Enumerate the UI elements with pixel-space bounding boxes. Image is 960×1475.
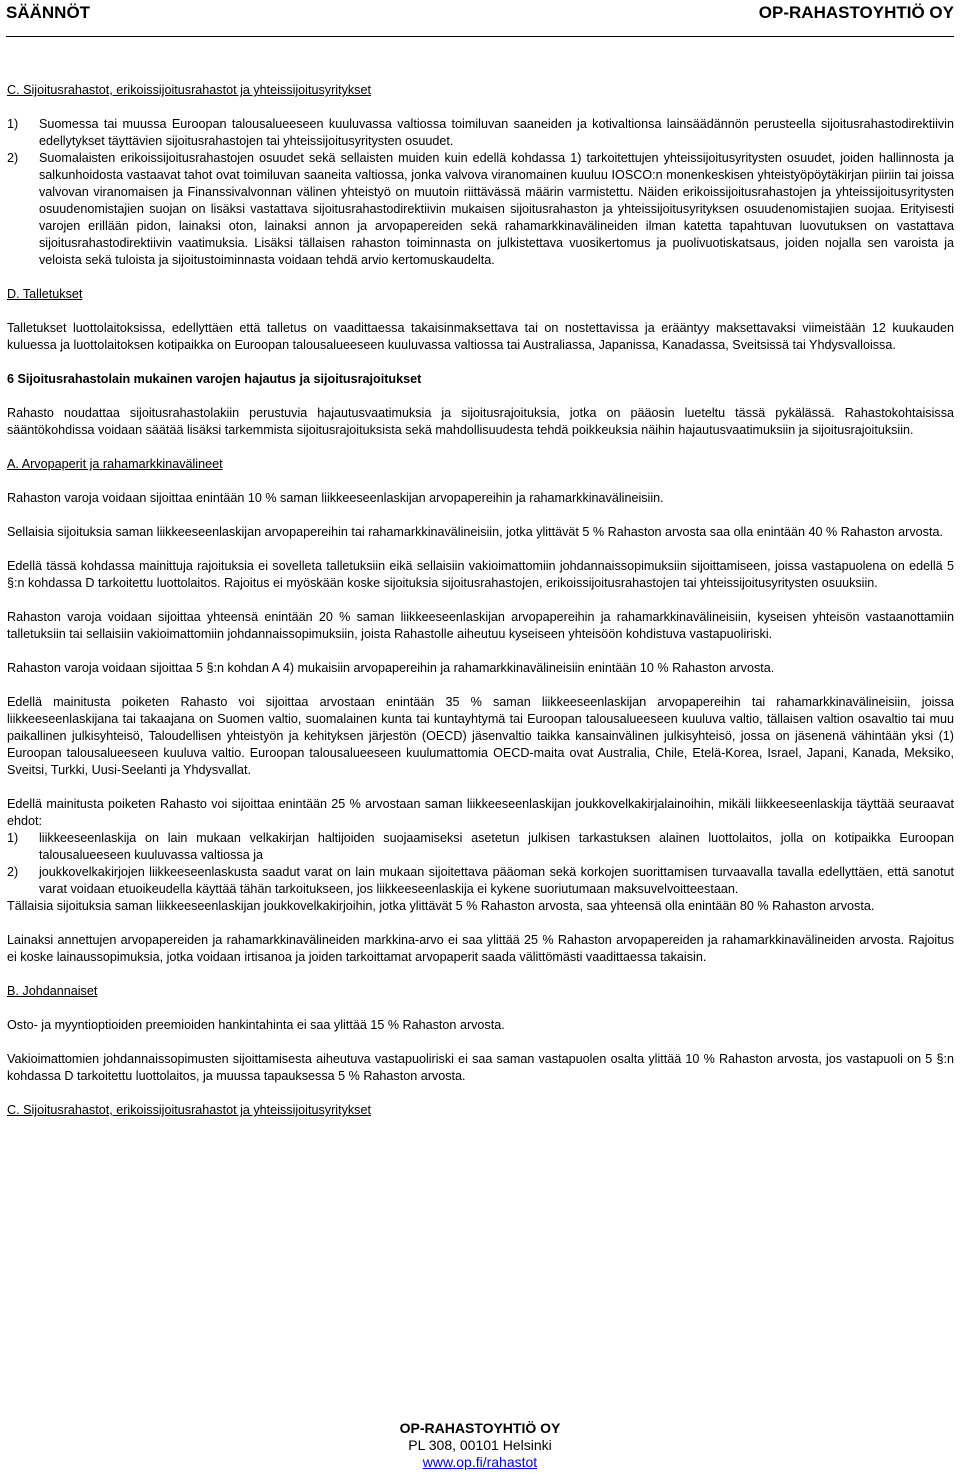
section-a-paragraph: Rahaston varoja voidaan sijoittaa 5 §:n kohdan A 4) mukaisiin arvopapereihin ja rahamarkkinavälineisiin enintään 10 % Rahaston arvosta. xyxy=(7,661,775,675)
section-6-heading: 6 Sijoitusrahastolain mukainen varojen hajautus ja sijoitusrajoitukset xyxy=(7,372,422,386)
section-a-paragraph: Edellä tässä kohdassa mainittuja rajoituksia ei sovelleta talletuksiin eikä sellaisiin vakioimattomiin johdannaissopimuksiin sijoittamiseen, joissa vastapuolena on edellä 5 §:n kohdassa D tarkoitettu luottolaitos. Rajoitus ei myöskään koske sijoituksia sijoitusrahastojen, erikoissijoitusrahastojen tai yhteissijoitusyritysten osuuksiin. xyxy=(7,559,954,590)
section-c-list xyxy=(7,116,954,269)
section-a-paragraph: Rahaston varoja voidaan sijoittaa enintään 10 % saman liikkeeseenlaskijan arvopapereihin ja rahamarkkinavälineisiin. xyxy=(7,491,664,505)
list-item xyxy=(7,864,954,898)
section-d-title: D. Talletukset xyxy=(7,287,83,301)
list-item-text: Suomalaisten erikoissijoitusrahastojen osuudet sekä sellaisten muiden kuin edellä kohdassa 1) tarkoitettujen yhteissijoitusyritysten osuudet, joiden hallinnosta ja salkunhoidosta vastaavat tahot ovat toimiluvan saaneita valtiossa, jonka valvova viranomainen kuuluu IOSCO:n monenkeskisen yhteistyöpöytäkirjan piiriin tai joissa valvovan viranomaisen ja Finanssivalvonnan välinen yhteistyö on muutoin riittävässä määrin varmistettu. Näiden erikoissijoitusrahastojen ja yhteissijoitusyritysten osuudenomistajien suojan on lisäksi vastattava sijoitusrahastodirektiivin mukaisen sijoitusrahaston ja yhteissijoitusyrityksen osuudenomistajien suojaa. Erityisesti varojen erillään pidon, lainaksi oton, lainaksi annon ja arvopapereiden sekä rahamarkkinavälineiden ilman katetta tapahtuvan luovutuksen on vastattava sijoitusrahastodirektiivin vaatimuksia. Lisäksi tällaisen rahaston toiminnasta on julkistettava vuosikertomus ja puolivuotiskatsaus, joiden nojalla sen varoista ja veloista sekä tuloista ja sijoitustoiminnasta voidaan tehdä arvio kertomuskaudelta. xyxy=(39,151,954,267)
page-content xyxy=(7,82,954,1136)
header-document-type: SÄÄNNÖT xyxy=(6,3,91,22)
section-a-paragraph: Rahaston varoja voidaan sijoittaa yhteensä enintään 20 % saman liikkeeseenlaskijan arvopapereihin ja rahamarkkinavälineisiin, kyseisen yhteisön vastaanottamiin talletuksiin tai sellaisiin vakioimattomiin johdannaissopimuksiin, joista Rahastolle aiheutuu kyseiseen yhteisöön kohdistuva vastapuoliriski. xyxy=(7,610,954,641)
page-header xyxy=(6,2,954,37)
list-item-number: 2) xyxy=(7,151,19,165)
list-item xyxy=(7,116,954,150)
list-item-text: liikkeeseenlaskija on lain mukaan velkakirjan haltijoiden suojaamiseksi asetetun julkisen tarkastuksen alainen luottolaitos, jolla on kotipaikka Euroopan talousalueeseen kuuluvassa valtiossa ja xyxy=(39,831,954,862)
section-b-paragraph: Osto- ja myyntioptioiden preemioiden hankintahinta ei saa ylittää 15 % Rahaston arvosta. xyxy=(7,1018,505,1032)
section-a-paragraph-intro: Edellä mainitusta poiketen Rahasto voi sijoittaa enintään 25 % arvostaan saman liikkeeseenlaskijan joukkovelkakirjalainoihin, mikäli liikkeeseenlaskija täyttää seuraavat ehdot: xyxy=(7,797,954,828)
list-item-number: 1) xyxy=(7,117,19,131)
list-item-number: 1) xyxy=(7,831,19,845)
section-b-paragraph: Vakioimattomien johdannaissopimusten sijoittamisesta aiheutuva vastapuoliriski ei saa saman vastapuolen osalta ylittää 10 % Rahaston arvosta, jos vastapuoli on 5 §:n kohdassa D tarkoitettu luottolaitos, ja muussa tapauksessa 5 % Rahaston arvosta. xyxy=(7,1052,954,1083)
section-6-text: Rahasto noudattaa sijoitusrahastolakiin perustuvia hajautusvaatimuksia ja sijoitusrajoituksia, jotka on pääosin lueteltu tässä pykälässä. Rahastokohtaisissa sääntökohdissa voidaan säätää lisäksi tarkemmista sijoitusrajoituksista sekä mahdollisuudesta tehdä poikkeuksia näihin hajautusvaatimuksiin ja sijoitusrajoituksiin. xyxy=(7,406,954,437)
section-c-title: C. Sijoitusrahastot, erikoissijoitusrahastot ja yhteissijoitusyritykset xyxy=(7,83,371,97)
list-item-number: 2) xyxy=(7,865,19,879)
section-a-paragraph: Edellä mainitusta poiketen Rahasto voi sijoittaa arvostaan enintään 35 % saman liikkeeseenlaskijan arvopapereihin tai rahamarkkinavälineisiin, joissa liikkeeseenlaskijana tai takaajana on Suomen valtio, suomalainen kunta tai kuntayhtymä tai Euroopan talousalueeseen kuuluva valtio, tällaisen valtion osavaltio tai muu paikallinen julkisyhteisö, Taloudellisen yhteistyön ja kehityksen järjestön (OECD) jäsenvaltio taikka kansainvälinen julkisyhteisö, jossa on jäsenenä vähintään yksi (1) Euroopan talousalueeseen kuuluva valtio. Euroopan talousalueeseen kuulumattomia OECD-maita ovat Australia, Chile, Etelä-Korea, Israel, Japani, Kanada, Meksiko, Sveitsi, Turkki, Uusi-Seelanti ja Yhdysvallat. xyxy=(7,695,954,777)
list-item xyxy=(7,150,954,269)
page-footer xyxy=(0,1420,960,1471)
footer-website-link[interactable]: www.op.fi/rahastot xyxy=(422,1454,538,1470)
section-a-paragraph-outro: Tällaisia sijoituksia saman liikkeeseenlaskijan joukkovelkakirjoihin, jotka ylittävät 5 % Rahaston arvosta, saa yhteensä olla enintään 80 % Rahaston arvosta. xyxy=(7,899,875,913)
list-item-text: joukkovelkakirjojen liikkeeseenlaskusta saadut varat on lain mukaan sijoitettava pääoman sekä korkojen suorittamisen turvaavalla tavalla edellyttäen, että sanotut varat voidaan etuoikeudella käyttää tähän tarkoitukseen, jos liikkeeseenlaskija ei kykene suoriutumaan maksuvelvoitteestaan. xyxy=(39,865,954,896)
section-c2-title: C. Sijoitusrahastot, erikoissijoitusrahastot ja yhteissijoitusyritykset xyxy=(7,1103,371,1117)
section-a-paragraph: Sellaisia sijoituksia saman liikkeeseenlaskijan arvopapereihin tai rahamarkkinavälineisiin, jotka ylittävät 5 % Rahaston arvosta saa olla enintään 40 % Rahaston arvosta. xyxy=(7,525,943,539)
footer-company: OP-RAHASTOYHTIÖ OY xyxy=(399,1420,561,1436)
header-company: OP-RAHASTOYHTIÖ OY xyxy=(758,3,954,22)
list-item xyxy=(7,830,954,864)
section-a-paragraph: Lainaksi annettujen arvopapereiden ja rahamarkkinavälineiden markkina-arvo ei saa ylittää 25 % Rahaston arvopapereiden ja rahamarkkinavälineiden arvosta. Rajoitus ei koske lainaussopimuksia, jotka voidaan irtisanoa ja joiden tarkoittamat arvopaperit saada välittömästi vaadittaessa takaisin. xyxy=(7,933,954,964)
footer-address: PL 308, 00101 Helsinki xyxy=(408,1437,552,1453)
list-item-text: Suomessa tai muussa Euroopan talousalueeseen kuuluvassa valtiossa toimiluvan saaneiden ja kotivaltionsa lainsäädännön perusteella sijoitusrahastodirektiivin edellytykset täyttävien sijoitusrahastojen tai yhteissijoitusyritysten osuudet. xyxy=(39,117,954,148)
section-b-title: B. Johdannaiset xyxy=(7,984,98,998)
section-a-conditions-list xyxy=(7,830,954,898)
section-d-text: Talletukset luottolaitoksissa, edellyttäen että talletus on vaadittaessa takaisinmaksettava tai on nostettavissa ja erääntyy maksettavaksi viimeistään 12 kuukauden kuluessa ja luottolaitoksen kotipaikka on Euroopan talousalueeseen kuuluvassa valtiossa tai Australiassa, Japanissa, Kanadassa, Sveitsissä tai Yhdysvalloissa. xyxy=(7,321,954,352)
section-a-title: A. Arvopaperit ja rahamarkkinavälineet xyxy=(7,457,223,471)
